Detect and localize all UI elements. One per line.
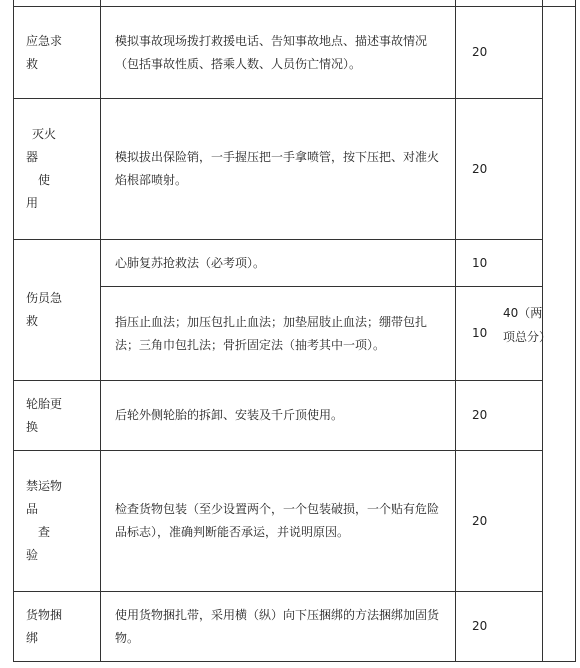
category-cell: 禁运物 品 查 验	[14, 451, 101, 592]
table-row	[14, 7, 576, 99]
score-cell: 20	[456, 592, 543, 662]
content-cell: 检查货物包装（至少设置两个，一个包装破损，一个贴有危险品标志），准确判断能否承运，并说明原因。	[101, 451, 456, 592]
content-cell: 指压止血法；加压包扎止血法；加垫屈肢止血法；绷带包扎法；三角巾包扎法；骨折固定法（抽考其中一项）。	[101, 287, 456, 381]
score-cell: 10	[456, 287, 543, 381]
table-row	[14, 99, 576, 240]
score-cell: 20	[456, 451, 543, 592]
category-cell: 货物捆 绑	[14, 592, 101, 662]
content-cell: 心肺复苏抢救法（必考项）。	[101, 240, 456, 287]
exam-table	[13, 0, 576, 662]
score-cell: 20	[456, 381, 543, 451]
content-cell: 后轮外侧轮胎的拆卸、安装及千斤顶使用。	[101, 381, 456, 451]
table-row	[14, 381, 576, 451]
score-cell: 20	[456, 7, 543, 99]
score-cell: 20	[456, 99, 543, 240]
total-score-text: 40（两项总分）	[503, 306, 552, 344]
score-cell: 10	[456, 240, 543, 287]
table-row	[14, 592, 576, 662]
content-cell: 模拟事故现场拨打救援电话、告知事故地点、描述事故情况（包括事故性质、搭乘人数、人员伤亡情况）。	[101, 7, 456, 99]
table-row	[14, 451, 576, 592]
content-cell: 使用货物捆扎带，采用横（纵）向下压捆绑的方法捆绑加固货物。	[101, 592, 456, 662]
category-cell: 伤员急 救	[14, 240, 101, 381]
category-cell: 灭火 器 使 用	[14, 99, 101, 240]
table-row	[14, 240, 576, 287]
category-cell: 轮胎更 换	[14, 381, 101, 451]
category-cell: 应急求 救	[14, 7, 101, 99]
content-cell: 模拟拔出保险销，一手握压把一手拿喷管，按下压把、对准火焰根部喷射。	[101, 99, 456, 240]
